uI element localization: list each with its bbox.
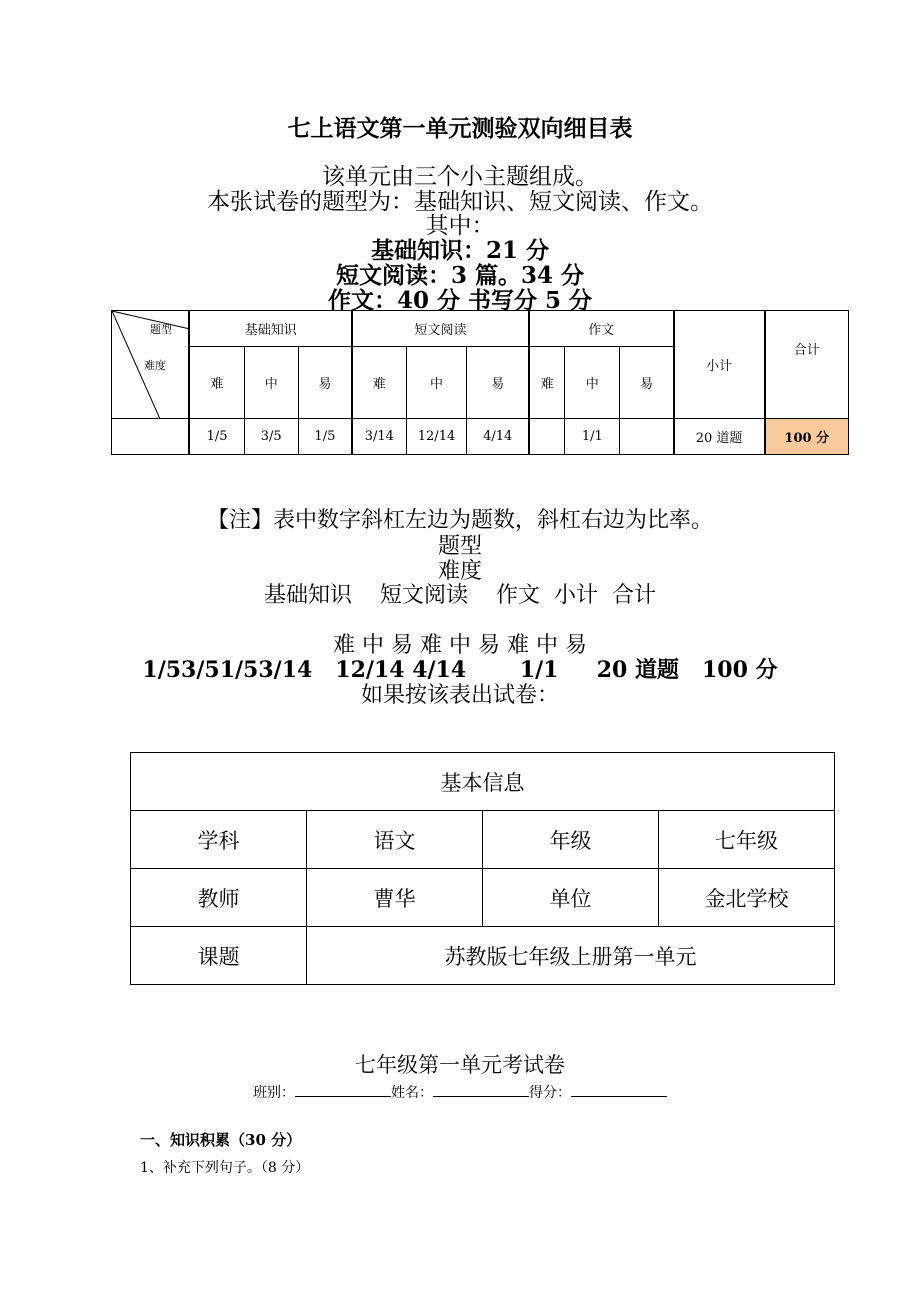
difficulty-cell: 易 [467,347,529,419]
unit-label: 单位 [483,869,659,927]
topic-label: 课题 [131,927,307,985]
note-type-label: 题型 [437,534,482,559]
question-1: 1、补充下列句子。（8 分） [140,1160,310,1176]
among-line: 其中： [425,213,495,239]
difficulty-cell: 中 [244,347,298,419]
empty-row-label [112,419,190,455]
difficulty-cell: 难 [189,347,244,419]
value-cell: 3/5 [244,419,298,455]
difficulty-cell: 中 [565,347,620,419]
score-blank[interactable] [571,1082,667,1097]
note-difficulty-row: 难 中 易 难 中 易 难 中 易 [333,633,587,658]
name-label: 姓名： [391,1085,433,1101]
question-types-line: 本张试卷的题型为：基础知识、短文阅读、作文。 [207,189,713,215]
note-difficulty-label: 难度 [437,559,482,584]
value-cell [620,419,674,455]
basic-info-title: 基本信息 [131,753,835,811]
difficulty-cell: 中 [406,347,467,419]
value-cell: 4/14 [467,419,529,455]
section-heading: 一、知识积累（30 分） [140,1131,302,1149]
difficulty-cell: 易 [620,347,674,419]
note-headers: 基础知识 短文阅读 作文 小计 合计 [264,583,656,608]
teacher-value: 曹华 [307,869,483,927]
group-reading: 短文阅读 [352,311,529,347]
difficulty-cell: 难 [352,347,406,419]
corner-type-label: 题型 [150,323,172,336]
unit-value: 金北学校 [659,869,835,927]
grade-label: 年级 [483,811,659,869]
basic-knowledge-score: 基础知识：21 分 [370,237,549,264]
value-cell: 1/5 [189,419,244,455]
intro-line: 该单元由三个小主题组成。 [322,164,598,190]
value-cell: 1/5 [298,419,352,455]
value-cell: 1/1 [565,419,620,455]
group-writing: 作文 [529,311,674,347]
difficulty-cell: 难 [529,347,565,419]
class-label: 班别： [253,1085,295,1101]
document-title: 七上语文第一单元测验双向细目表 [287,115,633,142]
difficulty-cell: 易 [298,347,352,419]
specification-table [111,310,849,455]
total-value: 100 分 [765,419,849,455]
exam-meta-line [0,1082,920,1102]
value-cell [529,419,565,455]
subject-value: 语文 [307,811,483,869]
note-line: 【注】表中数字斜杠左边为题数，斜杠右边为比率。 [206,508,713,533]
class-blank[interactable] [295,1082,391,1097]
topic-value: 苏教版七年级上册第一单元 [307,927,835,985]
subtotal-header: 小计 [674,311,765,419]
value-cell: 12/14 [406,419,467,455]
total-header: 合计 [765,311,849,419]
subject-label: 学科 [131,811,307,869]
score-label: 得分： [529,1085,571,1101]
exam-title: 七年级第一单元考试卷 [355,1053,565,1077]
basic-info-table [130,752,835,985]
note-if-line: 如果按该表出试卷： [360,683,559,708]
group-basic-knowledge: 基础知识 [189,311,352,347]
grade-value: 七年级 [659,811,835,869]
reading-score: 短文阅读：3 篇。34 分 [335,262,585,289]
subtotal-value: 20 道题 [674,419,765,455]
value-cell: 3/14 [352,419,406,455]
teacher-label: 教师 [131,869,307,927]
writing-score: 作文：40 分 书写分 5 分 [327,287,593,314]
name-blank[interactable] [433,1082,529,1097]
corner-difficulty-label: 难度 [144,359,166,372]
corner-cell [112,311,190,419]
note-values-row: 1/53/51/53/14 12/14 4/14 1/1 20 道题 100 分 [142,657,778,683]
